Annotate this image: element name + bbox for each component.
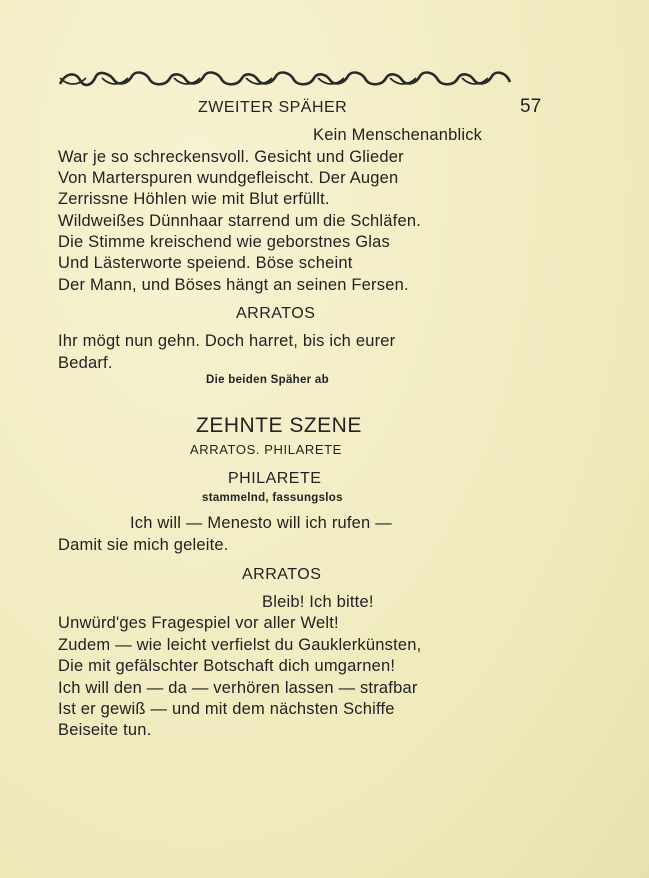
verse-line: Bleib! Ich bitte!: [262, 593, 374, 611]
page-number: 57: [520, 96, 542, 117]
verse-line: Zudem — wie leicht verfielst du Gauklerkünsten,: [58, 636, 422, 654]
decorative-border-ornament: [58, 70, 512, 88]
verse-line: Und Lästerworte speiend. Böse scheint: [58, 254, 353, 272]
verse-line: Die Stimme kreischend wie geborstnes Glas: [58, 233, 390, 251]
verse-line: Ist er gewiß — und mit dem nächsten Schiffe: [58, 700, 395, 718]
verse-line: Wildweißes Dünnhaar starrend um die Schläfen.: [58, 212, 422, 230]
verse-line: Bedarf.: [58, 354, 113, 372]
verse-line: Zerrissne Höhlen wie mit Blut erfüllt.: [58, 190, 330, 208]
speaker-name: PHILARETE: [228, 470, 322, 487]
scene-cast: ARRATOS. PHILARETE: [190, 442, 342, 457]
verse-line: Damit sie mich geleite.: [58, 536, 229, 554]
stage-direction: stammelnd, fassungslos: [202, 492, 343, 504]
verse-line: Beiseite tun.: [58, 721, 152, 739]
speaker-name: ARRATOS: [236, 305, 316, 322]
stage-direction: Die beiden Späher ab: [206, 374, 329, 386]
scene-title: ZEHNTE SZENE: [196, 414, 362, 437]
speaker-name: ARRATOS: [242, 566, 322, 583]
verse-line: War je so schreckensvoll. Gesicht und Glieder: [58, 148, 404, 166]
verse-line: Von Marterspuren wundgefleischt. Der Augen: [58, 169, 399, 187]
verse-line: Ich will — Menesto will ich rufen —: [130, 514, 392, 532]
running-title: ZWEITER SPÄHER: [198, 99, 348, 116]
verse-line: Der Mann, und Böses hängt an seinen Fersen.: [58, 276, 409, 294]
verse-line: Ihr mögt nun gehn. Doch harret, bis ich eurer: [58, 332, 396, 350]
verse-line: Kein Menschenanblick: [313, 126, 483, 144]
verse-line: Ich will den — da — verhören lassen — strafbar: [58, 679, 418, 697]
verse-line: Unwürd'ges Fragespiel vor aller Welt!: [58, 614, 339, 632]
verse-line: Die mit gefälschter Botschaft dich umgarnen!: [58, 657, 396, 675]
